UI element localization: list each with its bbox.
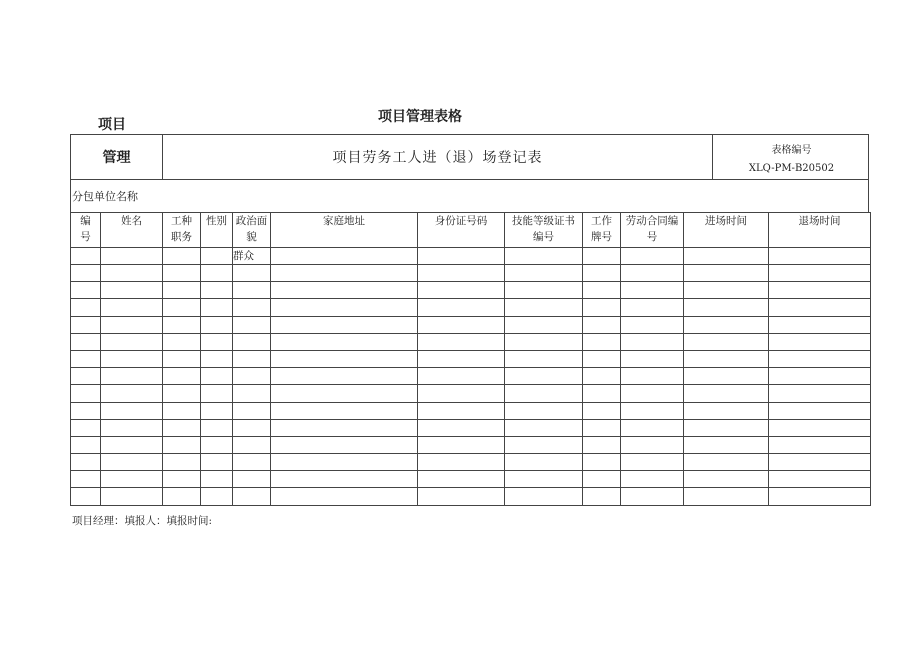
table-cell-contract[interactable]	[621, 350, 684, 367]
table-cell-contract[interactable]	[621, 299, 684, 316]
table-cell-trade[interactable]	[163, 299, 201, 316]
form-title: 项目劳务工人进（退）场登记表	[332, 150, 543, 166]
table-cell-id_number[interactable]	[418, 333, 505, 350]
footer-signatures: 项目经理：填报人：填报时间:	[72, 515, 213, 527]
table-cell-name[interactable]	[101, 282, 163, 299]
table-cell-gender[interactable]	[201, 282, 233, 299]
table-cell-name[interactable]	[101, 454, 163, 471]
table-cell-address[interactable]	[271, 316, 418, 333]
table-cell-entry_time[interactable]	[684, 471, 769, 488]
table-cell-political[interactable]	[233, 333, 271, 350]
table-cell-id_number[interactable]	[418, 488, 505, 505]
table-cell-no[interactable]	[71, 402, 101, 419]
table-cell-badge[interactable]	[583, 419, 621, 436]
table-row	[71, 299, 871, 316]
table-cell-exit_time[interactable]	[769, 316, 871, 333]
table-row	[71, 350, 871, 367]
table-cell-address[interactable]	[271, 248, 418, 265]
table-cell-exit_time[interactable]	[769, 282, 871, 299]
subcontractor-row	[70, 180, 869, 212]
table-cell-trade[interactable]	[163, 419, 201, 436]
table-cell-id_number[interactable]	[418, 282, 505, 299]
table-cell-badge[interactable]	[583, 454, 621, 471]
table-cell-political[interactable]	[233, 368, 271, 385]
table-cell-id_number[interactable]	[418, 265, 505, 282]
table-cell-gender[interactable]	[201, 368, 233, 385]
table-cell-contract[interactable]	[621, 385, 684, 402]
table-cell-no[interactable]	[71, 265, 101, 282]
table-cell-skill_cert[interactable]	[505, 385, 583, 402]
table-cell-badge[interactable]	[583, 402, 621, 419]
table-cell-id_number[interactable]	[418, 350, 505, 367]
table-cell-political[interactable]	[233, 402, 271, 419]
table-cell-id_number[interactable]	[418, 454, 505, 471]
table-cell-address[interactable]	[271, 385, 418, 402]
table-cell-contract[interactable]	[621, 454, 684, 471]
table-cell-entry_time[interactable]	[684, 248, 769, 265]
table-cell-id_number[interactable]	[418, 299, 505, 316]
table-cell-id_number[interactable]	[418, 436, 505, 453]
table-cell-contract[interactable]	[621, 333, 684, 350]
header-management-label: 管理	[71, 135, 163, 179]
table-cell-no[interactable]	[71, 368, 101, 385]
table-cell-political[interactable]	[233, 299, 271, 316]
table-cell-no[interactable]	[71, 248, 101, 265]
table-row	[71, 368, 871, 385]
table-cell-skill_cert[interactable]	[505, 282, 583, 299]
table-cell-trade[interactable]	[163, 265, 201, 282]
table-cell-address[interactable]	[271, 436, 418, 453]
table-cell-entry_time[interactable]	[684, 436, 769, 453]
table-cell-badge[interactable]	[583, 436, 621, 453]
table-cell-id_number[interactable]	[418, 419, 505, 436]
table-row	[71, 436, 871, 453]
table-cell-name[interactable]	[101, 436, 163, 453]
table-cell-address[interactable]	[271, 471, 418, 488]
table-cell-no[interactable]	[71, 316, 101, 333]
table-cell-entry_time[interactable]	[684, 299, 769, 316]
table-cell-trade[interactable]	[163, 488, 201, 505]
table-cell-entry_time[interactable]	[684, 488, 769, 505]
table-cell-address[interactable]	[271, 368, 418, 385]
table-row	[71, 454, 871, 471]
heading-project-label: 项目	[98, 117, 126, 133]
table-cell-address[interactable]	[271, 419, 418, 436]
table-cell-contract[interactable]	[621, 402, 684, 419]
table-cell-skill_cert[interactable]	[505, 316, 583, 333]
table-cell-address[interactable]	[271, 350, 418, 367]
table-cell-badge[interactable]	[583, 282, 621, 299]
table-cell-skill_cert[interactable]	[505, 488, 583, 505]
form-number-cell	[712, 135, 870, 179]
table-cell-exit_time[interactable]	[769, 368, 871, 385]
table-cell-trade[interactable]	[163, 385, 201, 402]
table-cell-address[interactable]	[271, 265, 418, 282]
table-cell-contract[interactable]	[621, 488, 684, 505]
table-cell-name[interactable]	[101, 368, 163, 385]
table-cell-contract[interactable]	[621, 436, 684, 453]
table-cell-political[interactable]	[233, 385, 271, 402]
table-cell-no[interactable]	[71, 385, 101, 402]
table-cell-name[interactable]	[101, 385, 163, 402]
table-row	[71, 471, 871, 488]
table-cell-address[interactable]	[271, 282, 418, 299]
column-header-badge: 工作 牌号	[583, 213, 621, 248]
table-cell-skill_cert[interactable]	[505, 333, 583, 350]
table-cell-exit_time[interactable]	[769, 265, 871, 282]
table-cell-name[interactable]	[101, 265, 163, 282]
table-cell-contract[interactable]	[621, 368, 684, 385]
form-number-label: 表格编号	[771, 145, 812, 156]
table-cell-badge[interactable]	[583, 299, 621, 316]
table-cell-entry_time[interactable]	[684, 316, 769, 333]
table-cell-no[interactable]	[71, 488, 101, 505]
table-cell-gender[interactable]	[201, 265, 233, 282]
table-cell-exit_time[interactable]	[769, 454, 871, 471]
table-cell-political[interactable]	[233, 419, 271, 436]
table-row	[71, 316, 871, 333]
table-cell-political[interactable]	[233, 282, 271, 299]
table-cell-badge[interactable]	[583, 316, 621, 333]
table-cell-exit_time[interactable]	[769, 419, 871, 436]
table-cell-trade[interactable]	[163, 402, 201, 419]
table-cell-exit_time[interactable]	[769, 402, 871, 419]
table-cell-no[interactable]	[71, 419, 101, 436]
table-cell-skill_cert[interactable]	[505, 454, 583, 471]
table-cell-gender[interactable]	[201, 419, 233, 436]
table-cell-trade[interactable]	[163, 248, 201, 265]
table-cell-badge[interactable]	[583, 333, 621, 350]
table-cell-entry_time[interactable]	[684, 385, 769, 402]
table-cell-gender[interactable]	[201, 488, 233, 505]
table-cell-political[interactable]	[233, 265, 271, 282]
table-cell-trade[interactable]	[163, 471, 201, 488]
table-cell-entry_time[interactable]	[684, 333, 769, 350]
registration-table	[70, 212, 871, 506]
table-cell-skill_cert[interactable]	[505, 299, 583, 316]
table-header-row	[71, 213, 871, 248]
table-cell-gender[interactable]	[201, 385, 233, 402]
table-cell-exit_time[interactable]	[769, 471, 871, 488]
table-cell-exit_time[interactable]	[769, 436, 871, 453]
table-cell-exit_time[interactable]	[769, 488, 871, 505]
column-header-name: 姓名	[101, 213, 163, 248]
table-cell-exit_time[interactable]	[769, 385, 871, 402]
table-row	[71, 385, 871, 402]
table-cell-name[interactable]	[101, 350, 163, 367]
table-cell-political[interactable]	[233, 488, 271, 505]
table-cell-political[interactable]	[233, 436, 271, 453]
table-cell-name[interactable]	[101, 419, 163, 436]
table-cell-no[interactable]	[71, 333, 101, 350]
table-cell-badge[interactable]	[583, 488, 621, 505]
subcontractor-label: 分包单位名称	[72, 190, 138, 203]
table-cell-no[interactable]	[71, 282, 101, 299]
table-row	[71, 265, 871, 282]
table-cell-entry_time[interactable]	[684, 265, 769, 282]
table-cell-no[interactable]	[71, 471, 101, 488]
table-cell-exit_time[interactable]	[769, 350, 871, 367]
column-header-skill_cert: 技能等级证书 编号	[505, 213, 583, 248]
table-cell-gender[interactable]	[201, 248, 233, 265]
table-cell-gender[interactable]	[201, 454, 233, 471]
form-number: XLQ-PM-B20502	[748, 163, 835, 174]
table-row	[71, 333, 871, 350]
table-cell-skill_cert[interactable]	[505, 350, 583, 367]
table-cell-exit_time[interactable]	[769, 333, 871, 350]
form-header-box	[70, 134, 869, 180]
table-cell-entry_time[interactable]	[684, 282, 769, 299]
table-cell-contract[interactable]	[621, 419, 684, 436]
table-cell-id_number[interactable]	[418, 471, 505, 488]
page-title: 项目管理表格	[378, 109, 462, 125]
table-cell-gender[interactable]	[201, 350, 233, 367]
column-header-id_number: 身份证号码	[418, 213, 505, 248]
table-cell-skill_cert[interactable]	[505, 265, 583, 282]
table-cell-gender[interactable]	[201, 333, 233, 350]
table-cell-name[interactable]	[101, 402, 163, 419]
table-cell-badge[interactable]	[583, 265, 621, 282]
table-cell-address[interactable]	[271, 454, 418, 471]
table-cell-no[interactable]	[71, 299, 101, 316]
table-cell-gender[interactable]	[201, 402, 233, 419]
table-cell-skill_cert[interactable]	[505, 436, 583, 453]
column-header-political: 政治面 貌	[233, 213, 271, 248]
table-cell-address[interactable]	[271, 488, 418, 505]
table-row	[71, 419, 871, 436]
table-cell-contract[interactable]	[621, 282, 684, 299]
table-cell-gender[interactable]	[201, 436, 233, 453]
table-cell-exit_time[interactable]	[769, 299, 871, 316]
table-cell-badge[interactable]	[583, 248, 621, 265]
table-cell-gender[interactable]	[201, 316, 233, 333]
table-cell-id_number[interactable]	[418, 402, 505, 419]
table-cell-political[interactable]	[233, 454, 271, 471]
table-cell-political[interactable]	[233, 350, 271, 367]
table-cell-exit_time[interactable]	[769, 248, 871, 265]
table-cell-trade[interactable]	[163, 436, 201, 453]
column-header-exit_time: 退场时间	[769, 213, 871, 248]
table-cell-name[interactable]	[101, 333, 163, 350]
table-cell-id_number[interactable]	[418, 316, 505, 333]
table-cell-contract[interactable]	[621, 471, 684, 488]
table-cell-contract[interactable]	[621, 265, 684, 282]
table-cell-trade[interactable]	[163, 316, 201, 333]
table-cell-badge[interactable]	[583, 350, 621, 367]
table-cell-entry_time[interactable]	[684, 419, 769, 436]
table-cell-name[interactable]	[101, 488, 163, 505]
table-cell-skill_cert[interactable]	[505, 471, 583, 488]
table-cell-name[interactable]	[101, 248, 163, 265]
column-header-entry_time: 进场时间	[684, 213, 769, 248]
table-cell-badge[interactable]	[583, 471, 621, 488]
column-header-contract: 劳动合同编 号	[621, 213, 684, 248]
table-cell-no[interactable]	[71, 350, 101, 367]
column-header-gender: 性别	[201, 213, 233, 248]
table-cell-id_number[interactable]	[418, 385, 505, 402]
table-cell-gender[interactable]	[201, 299, 233, 316]
table-cell-name[interactable]	[101, 471, 163, 488]
table-cell-badge[interactable]	[583, 385, 621, 402]
table-cell-entry_time[interactable]	[684, 350, 769, 367]
table-cell-political[interactable]	[233, 316, 271, 333]
table-row	[71, 282, 871, 299]
table-row	[71, 402, 871, 419]
table-cell-address[interactable]	[271, 299, 418, 316]
table-cell-contract[interactable]	[621, 316, 684, 333]
table-cell-skill_cert[interactable]	[505, 402, 583, 419]
table-cell-entry_time[interactable]	[684, 368, 769, 385]
table-cell-no[interactable]	[71, 436, 101, 453]
table-cell-no[interactable]	[71, 454, 101, 471]
table-cell-id_number[interactable]	[418, 368, 505, 385]
column-header-address: 家庭地址	[271, 213, 418, 248]
column-header-no: 编 号	[71, 213, 101, 248]
table-cell-skill_cert[interactable]	[505, 368, 583, 385]
table-cell-entry_time[interactable]	[684, 402, 769, 419]
table-cell-skill_cert[interactable]	[505, 248, 583, 265]
table-cell-trade[interactable]	[163, 333, 201, 350]
table-cell-entry_time[interactable]	[684, 454, 769, 471]
table-cell-name[interactable]	[101, 299, 163, 316]
table-cell-trade[interactable]	[163, 454, 201, 471]
table-cell-political[interactable]	[233, 471, 271, 488]
table-row	[71, 488, 871, 505]
table-cell-political[interactable]: 群众	[233, 248, 271, 265]
table-cell-skill_cert[interactable]	[505, 419, 583, 436]
table-cell-name[interactable]	[101, 316, 163, 333]
table-row	[71, 248, 871, 265]
table-cell-id_number[interactable]	[418, 248, 505, 265]
table-cell-address[interactable]	[271, 402, 418, 419]
column-header-trade: 工种 职务	[163, 213, 201, 248]
table-cell-contract[interactable]	[621, 248, 684, 265]
table-cell-trade[interactable]	[163, 282, 201, 299]
table-cell-address[interactable]	[271, 333, 418, 350]
table-cell-badge[interactable]	[583, 368, 621, 385]
table-cell-trade[interactable]	[163, 368, 201, 385]
table-cell-gender[interactable]	[201, 471, 233, 488]
table-cell-trade[interactable]	[163, 350, 201, 367]
